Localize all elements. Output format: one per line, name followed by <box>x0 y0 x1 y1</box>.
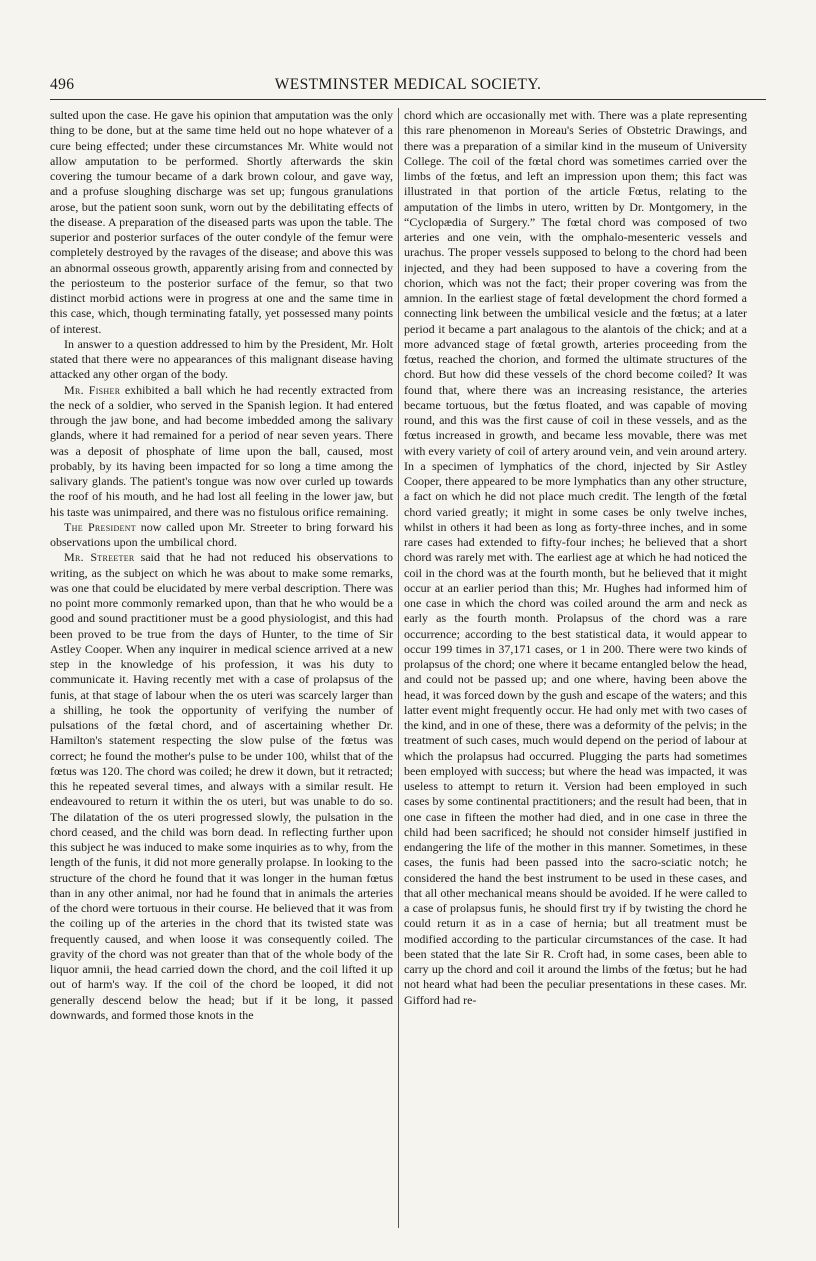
paragraph-streeter <box>50 550 393 1023</box>
paragraph-text: exhibited a ball which he had recently extracted from the neck of a soldier, who served in the Spanish legion. It had entered through the jaw bone, and had become imbedded among the salivary glands, where it had remained for a period of near seven years. There was a deposit of phosphate of lime upon the ball, caused, most probably, by its having been impacted for so long a time among the salivary glands. The patient's tongue was now over curled up towards the roof of his mouth, and he had lost all feeling in the lower jaw, but his taste was unimpaired, and there was no fistulous orifice remaining. <box>50 382 393 519</box>
left-column <box>50 108 393 1228</box>
paragraph-streeter-continued: chord which are occasionally met with. There was a plate representing this rare phenomenon in Moreau's Series of Obstetric Drawings, and there was a preparation of a similar kind in the museum of University College. The coil of the fœtal chord was sometimes carried over the limbs of the fœtus, and left an impression upon them; this fact was illustrated in that portion of the article Fœtus, relating to the amputation of the limbs in utero, written by Dr. Montgomery, in the “Cyclopædia of Surgery.” The fœtal chord was composed of two arteries and one vein, with the omphalo-mesenteric vessels and urachus. The proper vessels supposed to belong to the chord had been injected, and they had been supposed to have a covering from the chorion, which was not the fact; their proper covering was from the amnion. In the earliest stage of fœtal development the chord formed a connecting link between the umbilical vesicle and the fœtus; at a later period it became a part analagous to the alantois of the chick; and at a more advanced stage of fœtal growth, arteries proceeding from the fœtus, reached the chorion, and formed the ultimate structures of the chord. But how did these vessels of the chord become coiled? It was found that, where there was an increasing resistance, the arteries became tortuous, but the fœtus floated, and was capable of moving round, and this was the first cause of coil in these vessels, and as the fœtus increased in growth, and became less movable, there was met with every variety of coil of artery around vein, and vein around artery. In a specimen of lymphatics of the chord, injected by Sir Astley Cooper, there appeared to be more lymphatics than any other structure, a fact on which he did not place much credit. The length of the fœtal chord varied greatly; it might in some cases be only twelve inches, whilst in others it had been as long as forty-three inches, and in some rare cases had extended to fifty-four inches; he believed that a short chord was rarely met with. The earliest age at which he had noticed the coil in the chord was at the fourth month, but he believed that it might occur at an earlier period than this; Mr. Hughes had informed him of one case in which the chord was coiled around the arm and neck as early as the fourth month. Prolapsus of the chord was a rare occurrence; according to the best statistical data, it would appear to occur 199 times in 37,171 cases, or 1 in 200. There were two kinds of prolapsus of the chord; one where it became entangled below the head, and could not be passed up; and one where, having been above the head, it was forced down by the gush and escape of the waters; and this latter event might frequently occur. He had only met with two cases of the kind, and in one of these, there was a deformity of the pelvis; in the treatment of such cases, much would depend on the period of labour at which the prolapsus had occurred. Plugging the parts had sometimes been employed with success; but where the head was impacted, it was useless to attempt to return it. Version had been employed in such cases by some continental practitioners; and the result had been, that in one case in fifteen the mother had died, and in one case in three the child had been sacrificed; he should not consider himself justified in endangering the life of the mother in this manner. Sometimes, in these cases, the funis had been passed into the sacro-sciatic notch; he considered the hand the best instrument to be used in these cases, and that all other mechanical means should be avoided. If he were called to a case of prolapsus funis, he should first try if by twisting the chord he could return it as in a case of hernia; but all treatment must be modified according to the particular circumstances of the case. It had been stated that the late Sir R. Croft had, in some cases, been able to carry up the chord and coil it around the limbs of the fœtus; but he had not heard what had been the peculiar presentations in these cases. Mr. Gifford had re- <box>404 108 747 1007</box>
speaker-name: Mr. Streeter <box>64 550 135 565</box>
header-rule <box>50 99 766 100</box>
page-number: 496 <box>50 76 75 93</box>
paragraph-text: now called upon Mr. Streeter to bring forward his observations upon the umbilical chord. <box>50 519 393 549</box>
column-divider <box>398 108 399 1228</box>
speaker-name: The President <box>64 519 136 534</box>
paragraph-fisher <box>50 383 393 520</box>
paragraph-holt-answer: In answer to a question addressed to him by the President, Mr. Holt stated that there were no appearances of this malignant disease having attacked any other organ of the body. <box>50 336 393 382</box>
running-title: WESTMINSTER MEDICAL SOCIETY. <box>274 76 542 93</box>
speaker-name: Mr. Fisher <box>64 382 121 397</box>
paragraph-president <box>50 520 393 551</box>
paragraph-holt-case: sulted upon the case. He gave his opinion that amputation was the only thing to be done, but at the same time held out no hope whatever of a cure being effected; under these circumstances Mr. White would not allow amputation to be performed. Shortly afterwards the skin covering the tumour became of a dark brown colour, and gave way, and a profuse sloughing discharge was set up; fungous granulations arose, but the patient soon sunk, worn out by the debilitating effects of the disease. A preparation of the diseased parts was upon the table. The superior and posterior surfaces of the outer condyle of the femur were completely destroyed by the ravages of the disease; and above this was an abnormal osseous growth, apparently arising from and connected by the periosteum to the posterior surface of the femur, so that two distinct morbid actions were in progress at one and the same time in this case, which, though terminating fatally, yet possessed many points of interest. <box>50 108 393 336</box>
running-header <box>50 76 766 96</box>
paragraph-text: said that he had not reduced his observations to writing, as the subject on which he was about to make some remarks, was one that could be elucidated by mere verbal description. There was no point more commonly remarked upon, than that he who would be a good and sound practitioner must be a good physiologist, and this had been proved to be true from the days of Hunter, to the time of Sir Astley Cooper. When any inquirer in medical science arrived at a new step in the knowledge of his profession, it was his duty to communicate it. Having recently met with a case of prolapsus of the funis, at that stage of labour when the os uteri was scarcely larger than a shilling, he took the opportunity of verifying the number of pulsations of the fœtal chord, and of ascertaining whether Dr. Hamilton's statement respecting the slow pulse of the fœtus was correct; he found the mother's pulse to be under 100, whilst that of the fœtus was 120. The chord was coiled; he drew it down, but it retracted; this he repeated several times, and always with a similar result. He endeavoured to return it within the os uteri, but was unable to do so. The dilatation of the os uteri progressed slowly, the pulsation in the chord ceased, and the child was born dead. In reflecting further upon this subject he was induced to make some inquiries as to why, from the length of the funis, it did not more generally prolapse. In looking to the structure of the chord he found that it was longer in the human fœtus than in any other animal, nor had he found that in animals the arteries of the chord were tortuous in their course. He believed that it was from the coiling up of the arteries in the chord that its twisted state was frequently caused, and when loose it was consequently coiled. The gravity of the chord was not greater than that of the whole body of the liquor amnii, the head carried down the chord, and the coil lifted it up out of harm's way. If the coil of the chord be looped, it did not generally descend below the head; but if it be long, it passed downwards, and formed those knots in the <box>50 550 393 1022</box>
right-column <box>404 108 747 1228</box>
